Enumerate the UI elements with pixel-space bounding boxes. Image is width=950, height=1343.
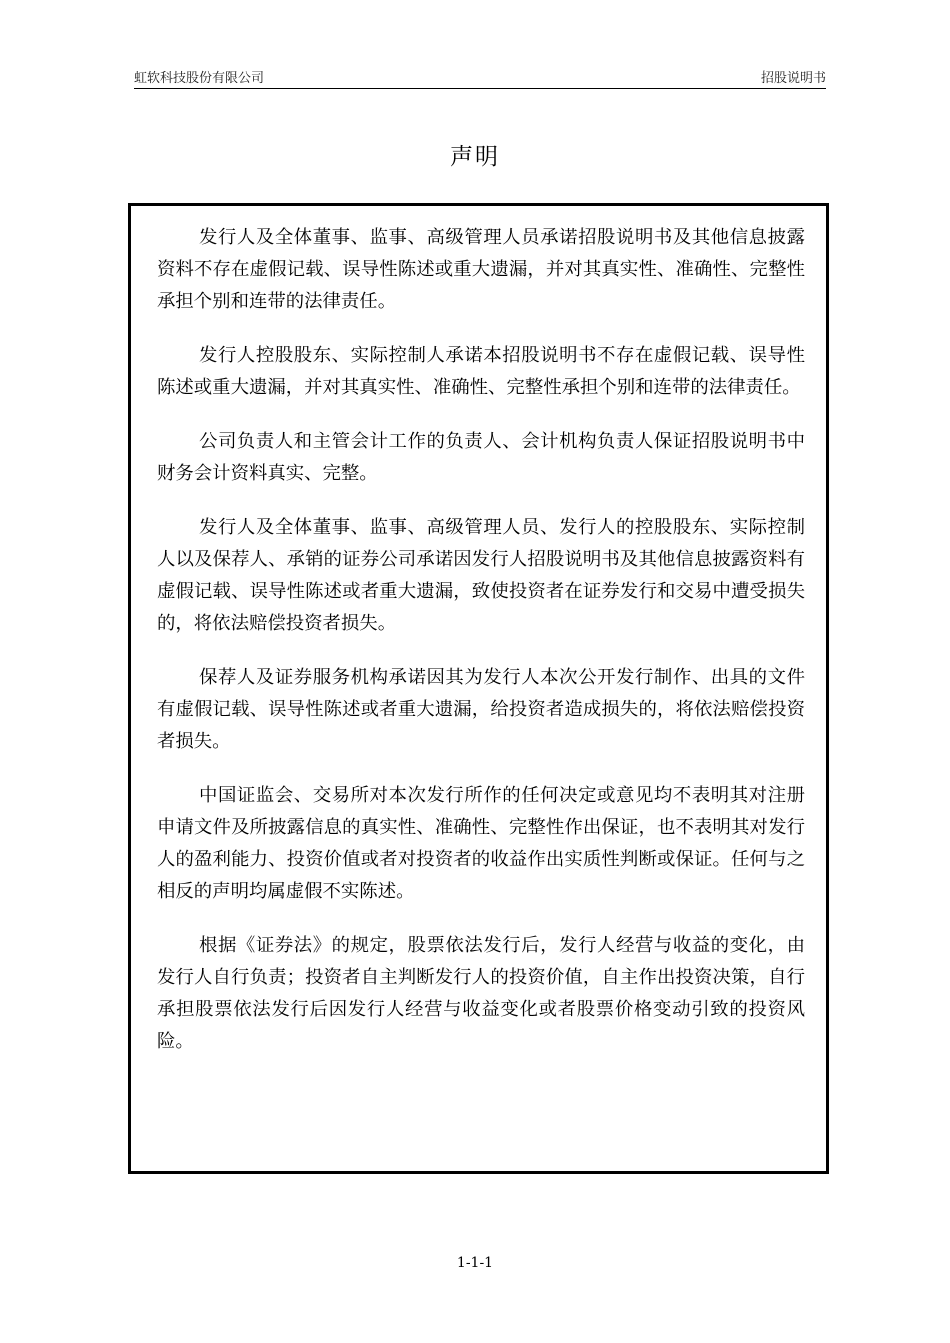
page-title: 声明: [450, 144, 500, 170]
header-company-name: 虹软科技股份有限公司: [134, 71, 265, 86]
declaration-paragraph: 公司负责人和主管会计工作的负责人、会计机构负责人保证招股说明书中财务会计资料真实、完整。: [157, 431, 805, 484]
declaration-paragraph: 中国证监会、交易所对本次发行所作的任何决定或意见均不表明其对注册申请文件及所披露信息的真实性、准确性、完整性作出保证，也不表明其对发行人的盈利能力、投资价值或者对投资者的收益作出实质性判断或保证。任何与之相反的声明均属虚假不实陈述。: [157, 785, 805, 902]
declaration-paragraph: 发行人控股股东、实际控制人承诺本招股说明书不存在虚假记载、误导性 陈述或重大遗漏，并对其真实性、准确性、完整性承担个别和连带的法律责任。: [157, 345, 805, 398]
page-number: 1-1-1: [456, 1255, 494, 1271]
declaration-box: [128, 203, 829, 1174]
declaration-content: [157, 222, 805, 1080]
page-header: [134, 66, 826, 89]
header-document-type: 招股说明书: [760, 71, 826, 86]
declaration-paragraph: 保荐人及证券服务机构承诺因其为发行人本次公开发行制作、出具的文件有虚假记载、误导性陈述或者重大遗漏，给投资者造成损失的，将依法赔偿投资者损失。: [157, 667, 805, 752]
declaration-paragraph: 根据《证券法》的规定，股票依法发行后，发行人经营与收益的变化，由发行人自行负责；投资者自主判断发行人的投资价值，自主作出投资决策，自行承担股票依法发行后因发行人经营与收益变化或者股票价格变动引致的投资风险。: [157, 935, 805, 1052]
declaration-paragraph: 发行人及全体董事、监事、高级管理人员、发行人的控股股东、实际控制人以及保荐人、承销的证券公司承诺因发行人招股说明书及其他信息披露资料有虚假记载、误导性陈述或者重大遗漏，致使投资者在证券发行和交易中遭受损失的，将依法赔偿投资者损失。: [157, 517, 805, 634]
declaration-paragraph: 发行人及全体董事、监事、高级管理人员承诺招股说明书及其他信息披露资料不存在虚假记载、误导性陈述或重大遗漏，并对其真实性、准确性、完整性承担个别和连带的法律责任。: [157, 227, 805, 312]
